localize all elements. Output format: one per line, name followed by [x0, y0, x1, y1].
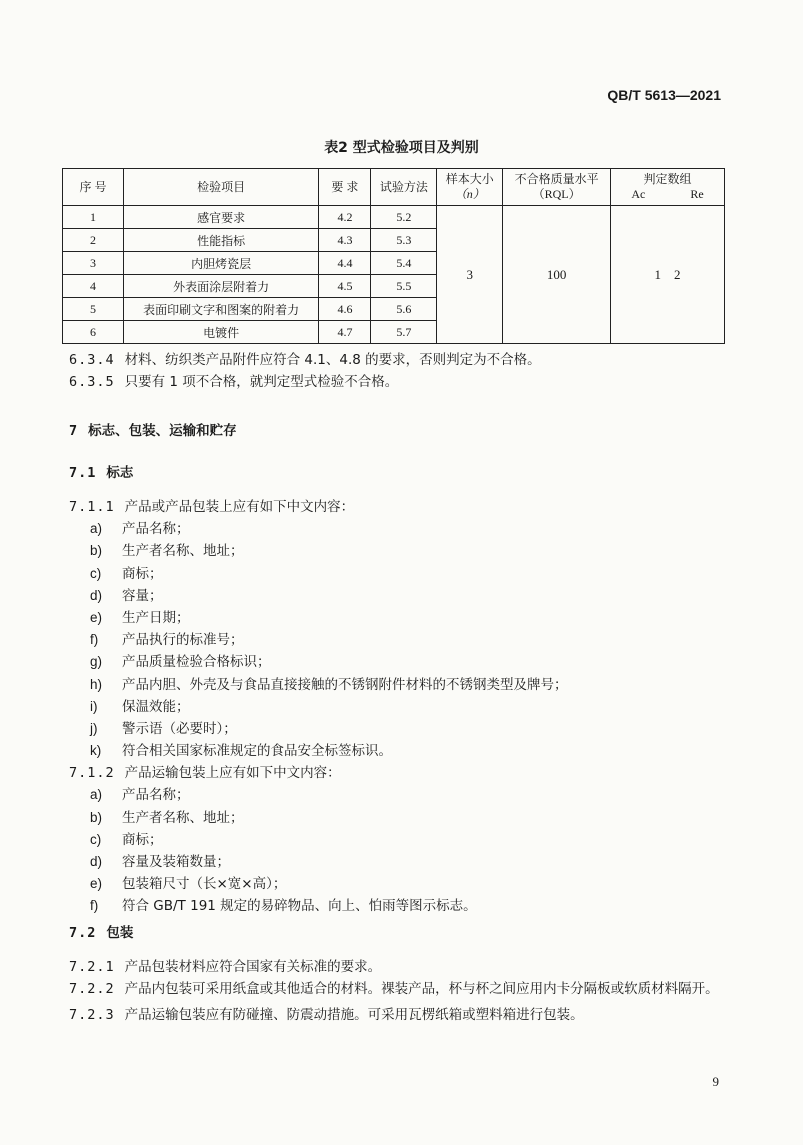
list-text: 商标；: [122, 831, 163, 848]
list-item: [69, 629, 733, 651]
header-rql-line1: 不合格质量水平: [514, 172, 599, 186]
clause-7-2-3: [69, 1004, 733, 1026]
clause-text: 产品包装材料应符合国家有关标准的要求。: [124, 959, 382, 975]
list-item: [69, 829, 733, 851]
list-text: 保温效能；: [122, 698, 190, 715]
section-7-2: [69, 922, 733, 944]
cell-method: 5.7: [371, 321, 437, 344]
header-method: 试验方法: [371, 169, 437, 206]
clause-number: 6.3.5: [69, 374, 115, 391]
cell-req: 4.5: [319, 275, 371, 298]
header-sample-size: [437, 169, 503, 206]
header-sample-size-line1: 样本大小: [445, 172, 494, 186]
standard-code: QB/T 5613—2021: [607, 87, 721, 103]
clause-text: 产品内包装可采用纸盒或其他适合的材料。裸装产品，杯与杯之间应用内卡分隔板或软质材料隔开。: [124, 981, 719, 998]
list-item: [69, 518, 733, 540]
cell-item: 感官要求: [123, 206, 319, 229]
header-sample-size-line2: （n）: [454, 187, 485, 201]
list-item: [69, 851, 733, 873]
clause-number: 7.2.3: [69, 1007, 115, 1024]
list-text: 包装箱尺寸（长×宽×高）；: [122, 876, 287, 893]
clause-text: 只要有 1 项不合格，就判定型式检验不合格。: [124, 374, 399, 391]
inspection-table: [62, 168, 725, 344]
clause-7-1-2: [69, 762, 733, 784]
list-label: a): [90, 521, 103, 537]
list-text: 产品名称；: [122, 787, 190, 804]
list-text: 产品名称；: [122, 521, 190, 538]
list-label: b): [90, 809, 103, 825]
cell-req: 4.4: [319, 252, 371, 275]
clause-number: 7.1.1: [69, 499, 115, 515]
clause-number: 6.3.4: [69, 352, 115, 368]
list-label: f): [90, 632, 99, 648]
list-label: k): [90, 743, 102, 759]
cell-method: 5.4: [371, 252, 437, 275]
cell-seq: 4: [63, 275, 124, 298]
section-7-heading: [69, 420, 733, 442]
clause-number: 7.2.1: [69, 959, 115, 975]
list-label: i): [90, 698, 98, 714]
table-row: [63, 206, 725, 229]
header-rql: [503, 169, 611, 206]
cell-item: 性能指标: [123, 229, 319, 252]
section-heading: [69, 420, 733, 442]
list-label: j): [90, 720, 98, 736]
list-item: [69, 585, 733, 607]
list-item: [69, 740, 733, 762]
clause-6-3-5: [69, 371, 733, 393]
list-text: 产品质量检验合格标识；: [122, 654, 271, 671]
cell-ac-re: 1 2: [611, 206, 725, 344]
list-text: 容量；: [122, 587, 163, 604]
section-number: 7.2: [69, 925, 97, 941]
list-text: 符合相关国家标准规定的食品安全标签标识。: [122, 743, 392, 760]
section-number: 7.1: [69, 465, 97, 481]
clause-number: 7.1.2: [69, 765, 115, 782]
list-label: d): [90, 854, 103, 869]
clause-7-1-1-block: [69, 496, 733, 918]
list-text: 生产者名称、地址；: [122, 543, 244, 560]
header-requirement: 要 求: [319, 169, 371, 206]
header-item: 检验项目: [123, 169, 319, 206]
list-text: 生产日期；: [122, 609, 190, 626]
list-text: 产品内胆、外壳及与食品直接接触的不锈钢附件材料的不锈钢类型及牌号；: [122, 676, 568, 693]
list-label: h): [90, 676, 103, 692]
list-label: e): [90, 609, 103, 625]
list-label: e): [90, 876, 103, 892]
list-text: 警示语（必要时）；: [122, 720, 237, 737]
clause-7-2-block: [69, 956, 733, 1027]
clause-text: 材料、纺织类产品附件应符合 4.1、4.8 的要求，否则判定为不合格。: [124, 352, 541, 368]
clause-text: 产品或产品包装上应有如下中文内容：: [124, 499, 355, 515]
list-item: [69, 696, 733, 718]
list-label: c): [90, 831, 102, 847]
cell-method: 5.6: [371, 298, 437, 321]
cell-seq: 5: [63, 298, 124, 321]
list-item: [69, 607, 733, 629]
header-seq: 序 号: [63, 169, 124, 206]
cell-req: 4.6: [319, 298, 371, 321]
cell-item: 电镀件: [123, 321, 319, 344]
list-text: 符合 GB/T 191 规定的易碎物品、向上、怕雨等图示标志。: [122, 898, 477, 915]
section-number: 7: [69, 423, 79, 439]
header-judge: [611, 169, 725, 206]
clause-6-3-4: [69, 349, 733, 371]
list-text: 生产者名称、地址；: [122, 809, 244, 826]
list-item: [69, 674, 733, 696]
cell-rql: 100: [503, 206, 611, 344]
clause-7-1-1: [69, 496, 733, 518]
clause-7-2-1: [69, 956, 733, 978]
cell-method: 5.2: [371, 206, 437, 229]
cell-method: 5.3: [371, 229, 437, 252]
cell-item: 外表面涂层附着力: [123, 275, 319, 298]
list-label: b): [90, 543, 103, 559]
cell-req: 4.2: [319, 206, 371, 229]
section-title: 标志: [106, 465, 134, 481]
list-label: g): [90, 654, 103, 670]
list-item: [69, 807, 733, 829]
header-judge-line2: Ac Re: [631, 187, 704, 201]
page-number: 9: [712, 1074, 719, 1089]
body-upper: [69, 349, 733, 393]
list-label: a): [90, 787, 103, 803]
cell-sample-size: 3: [437, 206, 503, 344]
cell-seq: 3: [63, 252, 124, 275]
cell-method: 5.5: [371, 275, 437, 298]
cell-seq: 2: [63, 229, 124, 252]
section-title: 包装: [106, 925, 134, 941]
list-item: [69, 895, 733, 917]
list-item: [69, 651, 733, 673]
cell-item: 表面印刷文字和图案的附着力: [123, 298, 319, 321]
list-item: [69, 873, 733, 895]
clause-number: 7.2.2: [69, 981, 115, 998]
list-label: f): [90, 898, 99, 914]
list-text: 容量及装箱数量；: [122, 854, 230, 870]
section-7-1: [69, 462, 733, 484]
clause-text: 产品运输包装应有防碰撞、防震动措施。可采用瓦楞纸箱或塑料箱进行包装。: [124, 1007, 584, 1024]
table-header-row: [63, 169, 725, 206]
cell-seq: 1: [63, 206, 124, 229]
header-rql-line2: （RQL）: [532, 187, 581, 201]
header-judge-line1: 判定数组: [643, 172, 692, 186]
cell-seq: 6: [63, 321, 124, 344]
list-item: [69, 718, 733, 740]
list-item: [69, 784, 733, 806]
list-label: c): [90, 565, 102, 581]
list-label: d): [90, 587, 103, 603]
list-item: [69, 540, 733, 562]
list-text: 产品执行的标准号；: [122, 632, 244, 649]
list-text: 商标；: [122, 565, 163, 582]
clause-7-2-2: [69, 978, 733, 1000]
cell-req: 4.7: [319, 321, 371, 344]
cell-item: 内胆烤瓷层: [123, 252, 319, 275]
list-item: [69, 563, 733, 585]
subsection-heading: [69, 462, 733, 484]
table-title: 表2 型式检验项目及判别: [324, 140, 479, 156]
cell-req: 4.3: [319, 229, 371, 252]
subsection-heading: [69, 922, 733, 944]
section-title: 标志、包装、运输和贮存: [88, 423, 237, 439]
clause-text: 产品运输包装上应有如下中文内容：: [124, 765, 341, 782]
